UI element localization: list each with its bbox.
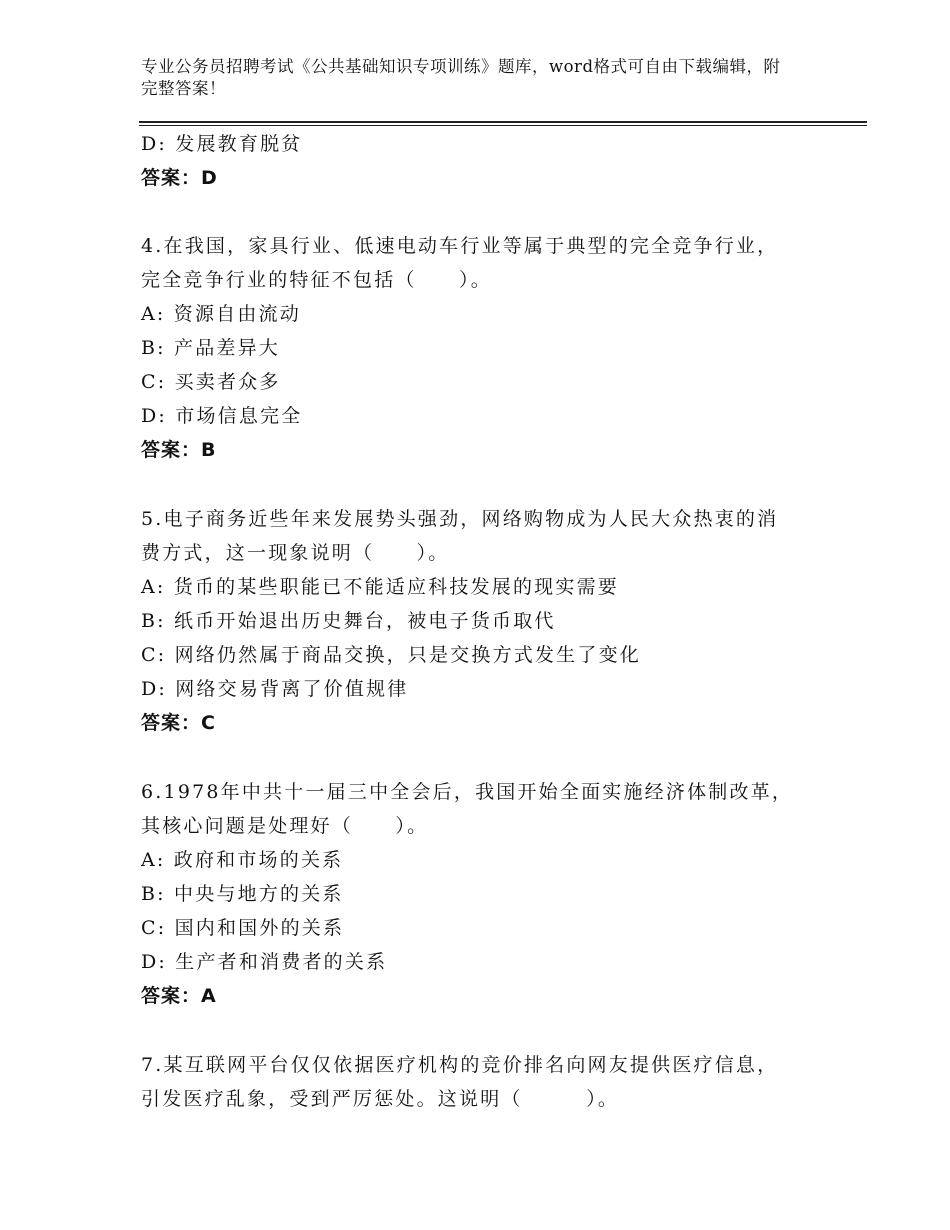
header-rule-thick xyxy=(139,121,867,123)
prev-option-d: D: 发展教育脱贫 xyxy=(141,133,303,155)
q5-option-a: A: 货币的某些职能已不能适应科技发展的现实需要 xyxy=(141,576,619,598)
q6-stem-line1: 6.1978年中共十一届三中全会后，我国开始全面实施经济体制改革， xyxy=(141,781,794,803)
q4-option-a: A: 资源自由流动 xyxy=(141,303,301,325)
q4-option-d: D: 市场信息完全 xyxy=(141,405,303,427)
q5-option-b: B: 纸币开始退出历史舞台，被电子货币取代 xyxy=(141,610,556,632)
q4-stem-line2: 完全竞争行业的特征不包括（ ）。 xyxy=(141,269,492,291)
q4-answer: 答案：B xyxy=(141,439,217,461)
prev-answer: 答案：D xyxy=(141,167,218,189)
q4-option-c: C: 买卖者众多 xyxy=(141,371,281,393)
q7-stem-line2: 引发医疗乱象，受到严厉惩处。这说明（ ）。 xyxy=(141,1088,620,1110)
q4-stem-line1: 4.在我国，家具行业、低速电动车行业等属于典型的完全竞争行业， xyxy=(141,235,779,257)
q6-option-a: A: 政府和市场的关系 xyxy=(141,849,344,871)
q6-option-c: C: 国内和国外的关系 xyxy=(141,917,345,939)
q5-answer: 答案：C xyxy=(141,712,216,734)
q5-stem-line1: 5.电子商务近些年来发展势头强劲，网络购物成为人民大众热衷的消 xyxy=(141,508,779,530)
q5-stem-line2: 费方式，这一现象说明（ ）。 xyxy=(141,542,450,564)
q6-option-d: D: 生产者和消费者的关系 xyxy=(141,951,388,973)
q5-option-d: D: 网络交易背离了价值规律 xyxy=(141,678,409,700)
q5-option-c: C: 网络仍然属于商品交换，只是交换方式发生了变化 xyxy=(141,644,641,666)
q6-answer: 答案：A xyxy=(141,985,217,1007)
header-rule-thin xyxy=(139,125,867,126)
q6-stem-line2: 其核心问题是处理好（ ）。 xyxy=(141,815,429,837)
page-header: 专业公务员招聘考试《公共基础知识专项训练》题库，word格式可自由下载编辑，附完整答案！ xyxy=(141,57,781,98)
q6-option-b: B: 中央与地方的关系 xyxy=(141,883,344,905)
q7-stem-line1: 7.某互联网平台仅仅依据医疗机构的竞价排名向网友提供医疗信息， xyxy=(141,1054,779,1076)
q4-option-b: B: 产品差异大 xyxy=(141,337,281,359)
